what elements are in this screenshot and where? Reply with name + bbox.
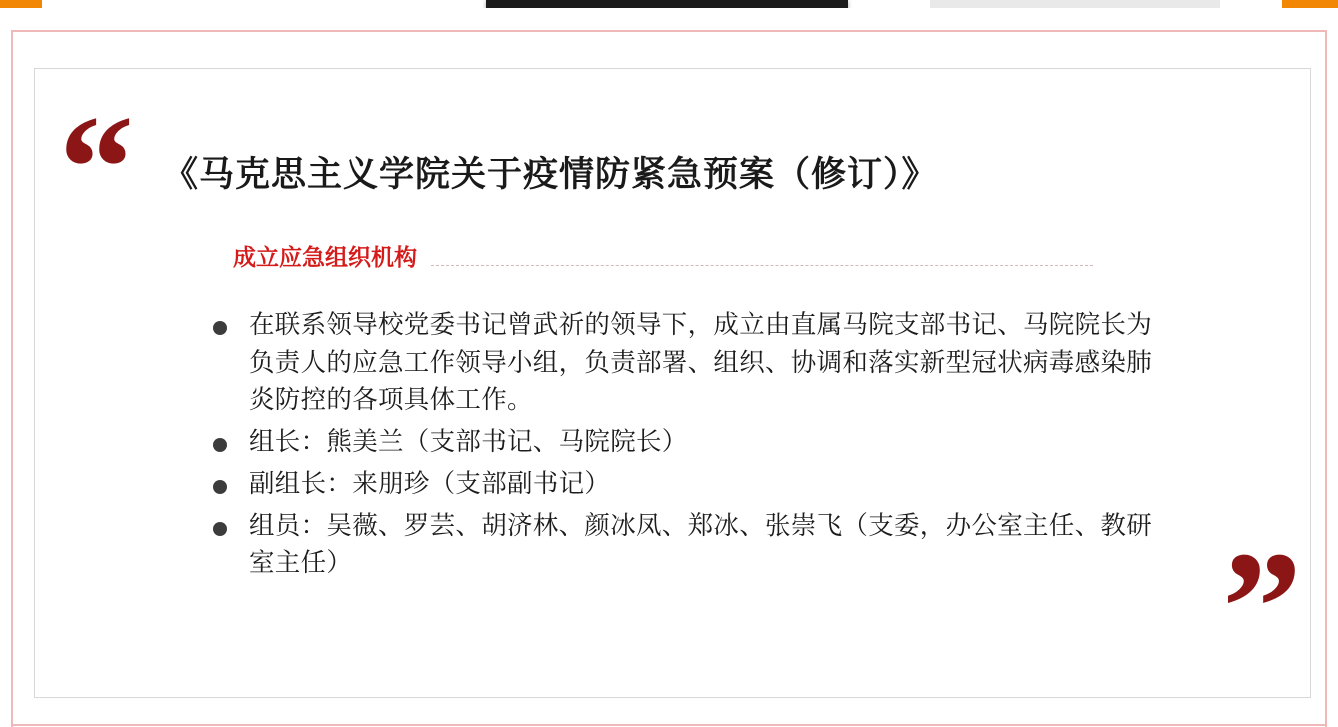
toolbar-strip-middle (930, 0, 1220, 8)
slide-subtitle: 成立应急组织机构 (233, 244, 417, 270)
list-item (213, 508, 1173, 583)
bullet-text: 副组长：来朋珍（支部副书记） (249, 469, 611, 498)
open-quote-icon: “ (59, 85, 128, 251)
screen-capture-frame-bottom (11, 724, 1327, 726)
list-item (213, 466, 1173, 504)
presentation-slide (34, 68, 1311, 698)
bullet-dot-icon (213, 321, 227, 335)
list-item (213, 424, 1173, 462)
toolbar-strip-left (0, 0, 42, 8)
slide-subtitle-row (233, 239, 1093, 272)
bullet-text: 在联系领导校党委书记曾武祈的领导下，成立由直属马院支部书记、马院院长为负责人的应急工作领导小组，负责部署、组织、协调和落实新型冠状病毒感染肺炎防控的各项具体工作。 (249, 311, 1153, 415)
slide-title: 《马克思主义学院关于疫情防紧急预案（修订）》 (163, 155, 938, 194)
bullet-text: 组员：吴薇、罗芸、胡济林、颜冰凤、郑冰、张崇飞（支委，办公室主任、教研室主任） (249, 511, 1153, 578)
bullet-text: 组长：熊美兰（支部书记、马院院长） (249, 428, 688, 457)
bullet-dot-icon (213, 522, 227, 536)
bullet-dot-icon (213, 438, 227, 452)
close-quote-icon: ” (1222, 518, 1294, 696)
list-item (213, 307, 1173, 420)
slide-bullet-list (213, 307, 1173, 587)
shared-screen-region (0, 8, 1338, 727)
bullet-dot-icon (213, 480, 227, 494)
subtitle-divider (431, 265, 1093, 266)
toolbar-strip-right (1282, 0, 1338, 8)
